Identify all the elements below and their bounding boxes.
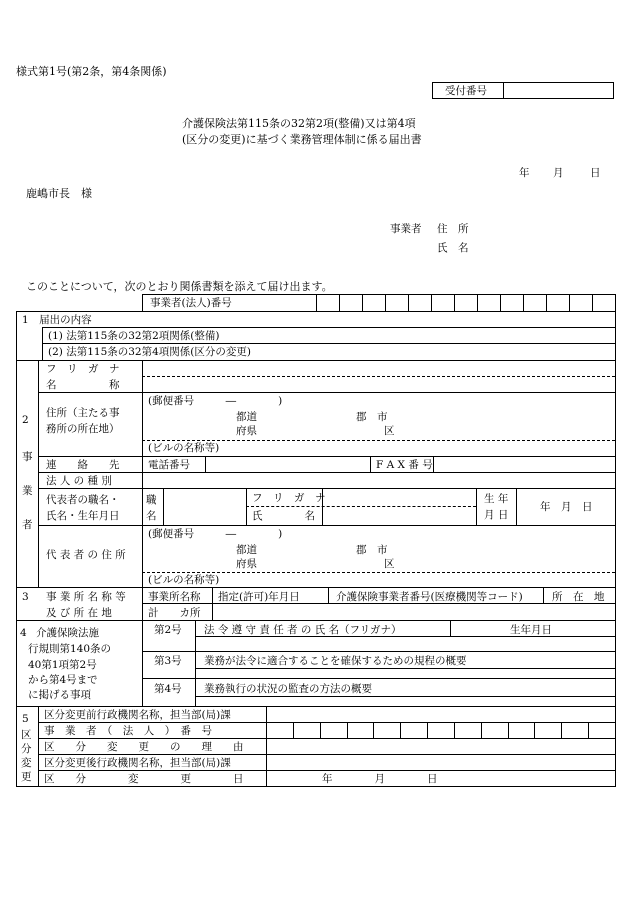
sec3-label-a: 事 業 所 名 称 等 (46, 591, 126, 603)
sec3-col-designation-date: 指定(許可)年月日 (218, 591, 300, 603)
corp-number-digit-cell[interactable] (316, 294, 339, 311)
sec4-r2-text: 業務が法令に適合することを確保するための規程の概要 (204, 655, 467, 667)
title-line-1: 介護保険法第115条の32第2項(整備)又は第4項 (182, 117, 416, 130)
receipt-number-field[interactable] (504, 83, 612, 98)
sec5-corp-number-digit-cell[interactable] (561, 722, 588, 738)
date-month-label: 月 (553, 167, 564, 179)
sec2-gunshi: 郡 市 (356, 411, 388, 423)
sec2-rep-label-a: 代表者の職名・ (46, 494, 120, 506)
sec2-postal[interactable]: (郵便番号 ― ) (148, 395, 283, 407)
sec2-todo: 都道 (236, 411, 257, 423)
sec5-side-3: 変 (21, 757, 32, 769)
sec2-rep-building[interactable]: (ビルの名称等) (148, 574, 220, 586)
sec2-rep-todo: 都道 (236, 544, 257, 556)
sec4-label-4: から第4号まで (28, 674, 98, 686)
sec2-furigana-label: フ リ ガ ナ (46, 363, 120, 375)
sec5-corp-number-digit-cell[interactable] (293, 722, 320, 738)
sec5-side-4: 更 (21, 771, 32, 783)
sec3-col-location: 所 在 地 (552, 591, 605, 603)
sec4-number: 4 (20, 627, 27, 639)
sec4-r3-num: 第4号 (154, 683, 182, 695)
sec2-number: 2 (22, 414, 29, 426)
sec2-side-2: 業 (22, 485, 33, 497)
corp-number-digit-cell[interactable] (592, 294, 615, 311)
applicant-label: 事業者 (390, 223, 422, 235)
sec5-corp-number-digit-cell[interactable] (266, 722, 293, 738)
sec4-r1-birth: 生年月日 (510, 624, 552, 636)
sec2-title-label-b: 名 (146, 510, 157, 522)
sec5-row5-label: 区 分 変 更 日 (44, 773, 244, 785)
sec2-rep-ku: 区 (384, 558, 395, 570)
sec2-side-1: 事 (22, 451, 33, 463)
sec5-row5-ymd: 年 月 日 (322, 773, 438, 785)
corp-number-digit-cell[interactable] (408, 294, 431, 311)
sec5-side-1: 区 (21, 729, 32, 741)
corp-number-digit-cell[interactable] (523, 294, 546, 311)
sec5-row3-label: 区 分 変 更 の 理 由 (44, 741, 244, 753)
sec4-label-1: 介護保険法施 (36, 627, 99, 639)
sec2-birth-label-b: 月 日 (484, 509, 509, 521)
corp-number-label: 事業者(法人)番号 (150, 297, 232, 309)
sec2-corp-type-label: 法 人 の 種 別 (46, 475, 112, 487)
sec3-col-count: 計 カ所 (148, 607, 201, 619)
sec2-title-label-a: 職 (146, 494, 157, 506)
corp-number-digit-cell[interactable] (500, 294, 523, 311)
sec5-corp-number-digit-cell[interactable] (508, 722, 535, 738)
sec3-label-b: 及 び 所 在 地 (46, 607, 112, 619)
sec1-item-1[interactable]: (1) 法第115条の32第2項関係(整備) (48, 330, 220, 342)
sec5-corp-number-digit-cell[interactable] (400, 722, 427, 738)
corp-number-digit-cell[interactable] (477, 294, 500, 311)
sec2-phone-label: 電話番号 (148, 459, 190, 471)
corp-number-digit-cell[interactable] (339, 294, 362, 311)
addressee: 鹿嶋市長 様 (26, 187, 92, 200)
form-number: 様式第1号(第2条，第4条関係) (16, 65, 167, 78)
sec5-corp-number-digit-cell[interactable] (347, 722, 374, 738)
sec2-birth-ymd: 年 月 日 (540, 501, 593, 513)
intro-text: このことについて，次のとおり関係書類を添えて届け出ます。 (26, 280, 333, 293)
sec3-number: 3 (22, 591, 29, 603)
sec1-item-2[interactable]: (2) 法第115条の32第4項関係(区分の変更) (48, 346, 251, 358)
corp-number-digit-cell[interactable] (385, 294, 408, 311)
sec5-corp-number-digit-cell[interactable] (454, 722, 481, 738)
sec4-r3-text: 業務執行の状況の監査の方法の概要 (204, 683, 372, 695)
sec5-corp-number-digit-cell[interactable] (588, 722, 615, 738)
sec4-r1-text: 法 令 遵 守 責 任 者 の 氏 名（フリガナ） (204, 624, 402, 636)
sec2-birth-label-a: 生 年 (484, 493, 509, 505)
sec2-name-label: 名 称 (46, 379, 120, 391)
date-year-label: 年 (519, 167, 530, 179)
applicant-name-label: 氏 名 (437, 242, 469, 254)
sec5-side-2: 分 (21, 743, 32, 755)
date-day-label: 日 (590, 167, 601, 179)
sec2-fax-label: F A X 番 号 (376, 459, 433, 471)
sec4-label-5: に掲げる事項 (28, 689, 91, 701)
sec2-building[interactable]: (ビルの名称等) (148, 442, 220, 454)
corp-number-digit-cell[interactable] (454, 294, 477, 311)
sec2-rep-furigana-label: フ リ ガ ナ (252, 492, 326, 504)
sec2-rep-address-label: 代 表 者 の 住 所 (46, 549, 126, 561)
sec5-row2-label: 事 業 者 （ 法 人 ） 番 号 (44, 725, 212, 737)
sec5-corp-number-digit-cell[interactable] (481, 722, 508, 738)
sec4-label-2: 行規則第140条の (28, 643, 112, 655)
title-line-2: (区分の変更)に基づく業務管理体制に係る届出書 (182, 133, 422, 146)
sec2-rep-gunshi: 郡 市 (356, 544, 388, 556)
sec4-label-3: 40第1項第2号 (28, 659, 97, 671)
corp-number-digit-cell[interactable] (569, 294, 592, 311)
sec5-corp-number-digit-cell[interactable] (373, 722, 400, 738)
corp-number-digit-cell[interactable] (362, 294, 385, 311)
sec2-rep-fuken: 府県 (236, 558, 257, 570)
sec2-fuken: 府県 (236, 425, 257, 437)
sec5-corp-number-digit-cell[interactable] (320, 722, 347, 738)
sec2-rep-name-label: 氏 名 (252, 510, 315, 522)
receipt-number-label: 受付番号 (445, 85, 487, 97)
sec5-number: 5 (22, 713, 29, 725)
applicant-address-label: 住 所 (437, 223, 469, 235)
sec2-address-label-a: 住所（主たる事 (46, 407, 120, 419)
sec2-address-label-b: 務所の所在地） (46, 423, 120, 435)
sec5-row1-label: 区分変更前行政機関名称，担当部(局)課 (44, 709, 231, 721)
sec5-row4-label: 区分変更後行政機関名称，担当部(局)課 (44, 757, 231, 769)
sec5-corp-number-digit-cell[interactable] (427, 722, 454, 738)
sec4-r1-num: 第2号 (154, 624, 182, 636)
sec4-r2-num: 第3号 (154, 655, 182, 667)
sec1-title: 1 届出の内容 (22, 314, 92, 326)
corp-number-digit-cell[interactable] (546, 294, 569, 311)
sec2-side-3: 者 (22, 519, 33, 531)
sec2-ku: 区 (384, 425, 395, 437)
sec5-corp-number-digit-cell[interactable] (534, 722, 561, 738)
sec2-rep-label-b: 氏名・生年月日 (46, 510, 120, 522)
sec2-rep-postal[interactable]: (郵便番号 ― ) (148, 528, 283, 540)
sec2-contact-label: 連 絡 先 (46, 459, 120, 471)
sec3-col-provider-number: 介護保険事業者番号(医療機関等コード) (336, 591, 523, 603)
corp-number-digit-cell[interactable] (431, 294, 454, 311)
sec3-col-office-name: 事業所名称 (148, 591, 201, 603)
